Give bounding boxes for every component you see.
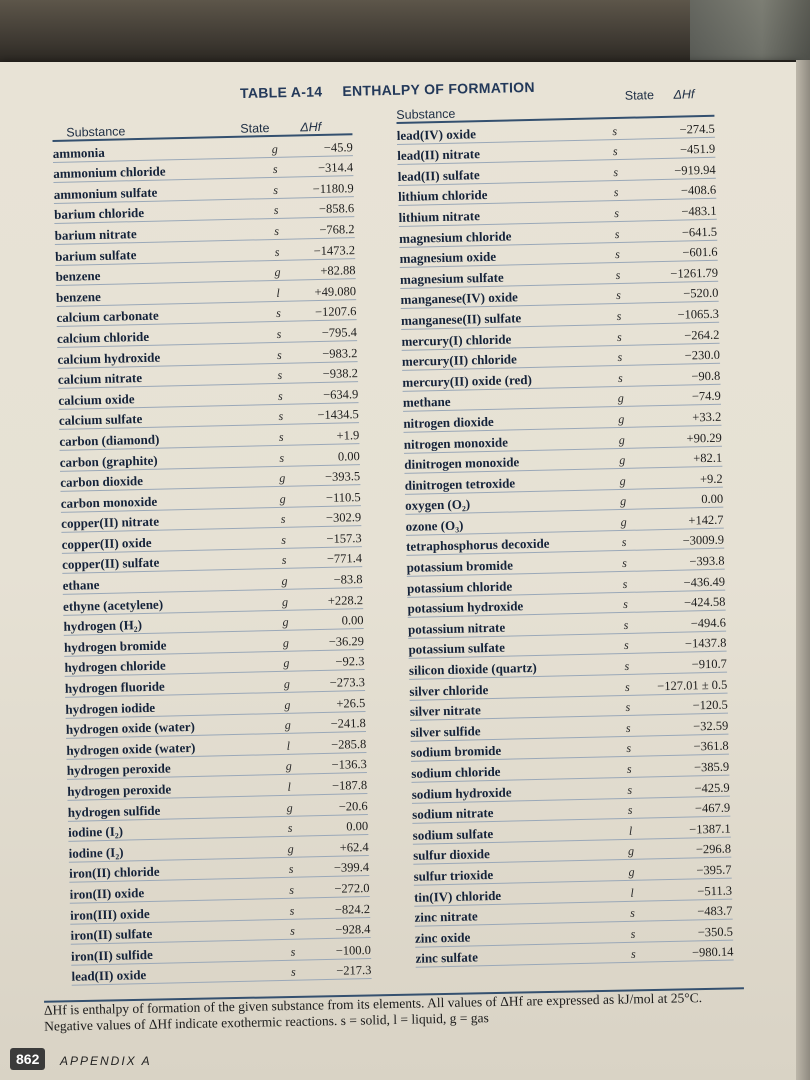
state-cell: s [623, 617, 629, 632]
enthalpy-cell: −92.3 [335, 654, 365, 670]
enthalpy-cell: −393.5 [324, 469, 361, 484]
enthalpy-cell: −217.3 [336, 963, 372, 979]
enthalpy-cell: −824.2 [334, 901, 371, 917]
enthalpy-cell: −393.8 [689, 553, 725, 569]
state-cell: s [625, 720, 631, 735]
state-cell: s [288, 862, 294, 877]
enthalpy-cell: −425.9 [694, 780, 730, 795]
substance-cell: ammonium sulfate [53, 184, 158, 202]
state-cell: g [283, 676, 291, 691]
appendix-label: APPENDIX A [60, 1054, 152, 1068]
enthalpy-cell: −1065.3 [677, 306, 720, 322]
state-cell: g [619, 452, 626, 468]
substance-cell: hydrogen bromide [63, 637, 167, 655]
substance-cell: sodium hydroxide [411, 784, 512, 802]
substance-cell: ammonium chloride [53, 163, 166, 182]
state-cell: s [280, 512, 286, 527]
state-cell: g [271, 141, 278, 156]
substance-cell: tetraphosphorus decoxide [405, 536, 550, 555]
enthalpy-cell: +228.2 [327, 592, 364, 608]
state-cell: s [615, 247, 621, 262]
enthalpy-cell: −910.7 [691, 656, 728, 672]
state-cell: s [615, 288, 621, 303]
enthalpy-cell: +90.29 [686, 430, 722, 445]
substance-cell: silicon dioxide (quartz) [408, 659, 537, 678]
state-cell: g [283, 656, 290, 671]
state-cell: l [276, 285, 280, 300]
substance-cell: dinitrogen tetroxide [404, 475, 516, 493]
enthalpy-cell: −110.5 [325, 489, 361, 505]
state-cell: s [278, 429, 284, 444]
substance-cell: hydrogen oxide (water) [66, 739, 196, 758]
enthalpy-cell: +1.9 [336, 428, 360, 443]
state-cell: l [286, 738, 291, 753]
enthalpy-cell: −83.8 [333, 572, 363, 587]
substance-cell: dinitrogen monoxide [404, 454, 520, 472]
background-desk [0, 0, 810, 70]
state-cell: s [614, 226, 620, 241]
substance-cell: potassium bromide [406, 557, 514, 575]
substance-cell: potassium hydroxide [407, 598, 524, 617]
header-state: State [624, 88, 655, 103]
state-cell: s [627, 782, 633, 797]
enthalpy-cell: −980.14 [691, 944, 734, 960]
enthalpy-cell: −20.6 [338, 798, 368, 814]
enthalpy-cell: −74.9 [691, 389, 721, 404]
left-table-body [53, 135, 372, 986]
substance-cell: sodium bromide [410, 743, 502, 761]
enthalpy-cell: −399.4 [333, 860, 370, 876]
state-cell: g [619, 473, 626, 488]
state-cell: s [278, 409, 284, 424]
header-enthalpy: ΔHf [673, 87, 695, 102]
state-cell: s [290, 965, 296, 980]
substance-cell: potassium nitrate [407, 619, 506, 637]
substance-cell: calcium chloride [56, 328, 150, 346]
enthalpy-cell: −230.0 [684, 347, 721, 363]
substance-cell: lithium nitrate [398, 208, 481, 225]
enthalpy-cell: −601.6 [682, 244, 718, 260]
right-column [396, 87, 734, 968]
state-cell: s [622, 597, 628, 612]
state-cell: g [284, 717, 291, 733]
substance-cell: iron(II) sulfide [70, 946, 153, 964]
enthalpy-cell: −1387.1 [689, 821, 731, 837]
state-cell: s [272, 162, 278, 177]
substance-cell: benzene [55, 288, 102, 305]
state-cell: s [621, 535, 627, 550]
state-cell: s [277, 388, 283, 403]
enthalpy-cell: −641.5 [681, 224, 718, 240]
substance-cell: copper(II) sulfate [61, 555, 160, 573]
substance-cell: silver nitrate [409, 702, 481, 720]
substance-cell: iron(II) chloride [68, 864, 160, 882]
state-cell: s [626, 741, 632, 756]
substance-cell: hydrogen oxide (water) [65, 719, 196, 738]
enthalpy-cell: −520.0 [683, 286, 719, 301]
substance-cell: magnesium sulfate [399, 269, 504, 287]
enthalpy-cell: −274.5 [679, 121, 715, 137]
substance-cell: carbon (diamond) [59, 431, 160, 449]
substance-cell: sodium nitrate [412, 805, 494, 823]
enthalpy-cell: −100.0 [335, 942, 372, 958]
state-cell: g [285, 759, 292, 774]
substance-cell: mercury(I) chloride [401, 330, 512, 349]
substance-cell: potassium sulfate [408, 640, 506, 658]
substance-cell: silver chloride [409, 681, 489, 699]
substance-cell: sulfur dioxide [412, 846, 491, 864]
substance-cell: iron(III) oxide [69, 905, 150, 923]
substance-cell: calcium carbonate [56, 307, 159, 326]
substance-cell: tin(IV) chloride [413, 887, 502, 905]
state-cell: s [616, 329, 622, 344]
header-substance: Substance [66, 124, 126, 140]
state-cell: s [287, 820, 293, 836]
state-cell: s [613, 164, 619, 179]
substance-cell: manganese(IV) oxide [400, 289, 519, 308]
state-cell: s [626, 761, 632, 776]
substance-cell: zinc nitrate [414, 908, 478, 925]
enthalpy-cell: +26.5 [336, 695, 366, 711]
background-object [690, 0, 810, 60]
state-cell: g [287, 841, 294, 856]
state-cell: s [276, 347, 282, 362]
enthalpy-cell: −361.8 [693, 739, 729, 754]
state-cell: s [627, 803, 633, 818]
enthalpy-cell: −285.8 [330, 736, 367, 752]
enthalpy-cell: −1207.6 [314, 304, 357, 320]
state-cell: s [612, 144, 618, 159]
substance-cell: nitrogen dioxide [403, 413, 494, 431]
state-cell: s [281, 532, 287, 547]
state-cell: g [274, 265, 281, 280]
state-cell: g [279, 470, 286, 486]
substance-cell: carbon monoxide [60, 493, 158, 511]
state-cell: s [274, 244, 280, 259]
substance-cell: potassium chloride [406, 578, 513, 596]
substance-cell: barium nitrate [54, 226, 137, 243]
state-cell: s [277, 367, 283, 383]
enthalpy-cell: −768.2 [319, 222, 355, 237]
enthalpy-cell: −938.2 [322, 366, 359, 382]
enthalpy-cell: −424.58 [683, 594, 726, 610]
enthalpy-cell: +142.7 [688, 512, 724, 528]
enthalpy-cell: −314.4 [317, 160, 354, 176]
left-column [52, 111, 372, 986]
enthalpy-cell: −241.8 [330, 716, 366, 732]
footnote: ΔHf is enthalpy of formation of the given substance from its elements. All values of ΔHf are expressed as kJ/mol at 25°C. Negative values of ΔHf indicate exothermic reactions. s = solid, l = liquid, g = gas [43, 990, 703, 1034]
enthalpy-cell: +9.2 [699, 471, 723, 486]
substance-cell: hydrogen fluoride [64, 678, 165, 696]
enthalpy-cell: −90.8 [691, 368, 721, 384]
enthalpy-cell: −385.9 [693, 759, 730, 775]
substance-cell: copper(II) nitrate [61, 513, 160, 532]
enthalpy-cell: 0.00 [346, 819, 369, 834]
substance-cell: hydrogen sulfide [67, 802, 161, 820]
enthalpy-cell: −264.2 [684, 327, 720, 343]
enthalpy-cell: −296.8 [695, 841, 732, 857]
substance-cell: benzene [55, 268, 101, 285]
state-cell: s [622, 576, 628, 591]
enthalpy-cell: −45.9 [323, 139, 353, 155]
enthalpy-cell: −483.1 [681, 203, 717, 219]
state-cell: g [281, 573, 288, 588]
enthalpy-cell: −1261.79 [670, 265, 719, 281]
state-cell: s [615, 267, 621, 282]
enthalpy-cell: −483.7 [697, 903, 733, 919]
substance-cell: magnesium oxide [399, 248, 497, 267]
enthalpy-cell: −511.3 [697, 883, 733, 898]
state-cell: s [630, 926, 636, 941]
enthalpy-cell: 0.00 [341, 613, 364, 628]
enthalpy-cell: −1434.5 [317, 407, 359, 423]
enthalpy-cell: +82.1 [693, 450, 723, 466]
substance-cell: silver sulfide [410, 723, 481, 740]
substance-cell: magnesium chloride [398, 227, 512, 246]
substance-cell: zinc oxide [414, 929, 471, 946]
substance-cell: zinc sulfate [415, 949, 479, 967]
enthalpy-cell: −795.4 [321, 325, 358, 340]
substance-cell: carbon dioxide [60, 473, 144, 490]
substance-cell: ethyne (acetylene) [62, 596, 164, 614]
enthalpy-cell: −187.8 [331, 778, 368, 793]
substance-cell: iron(II) oxide [69, 885, 145, 902]
state-cell: s [613, 185, 619, 200]
state-cell: s [279, 450, 285, 465]
state-cell: s [273, 182, 279, 197]
state-cell: s [290, 944, 296, 959]
enthalpy-cell: −273.3 [329, 675, 366, 690]
enthalpy-cell: −136.3 [331, 757, 367, 773]
enthalpy-cell: −32.59 [692, 718, 729, 734]
enthalpy-cell: +33.2 [692, 409, 722, 425]
substance-cell: calcium hydroxide [57, 349, 161, 367]
header-state: State [240, 121, 270, 136]
enthalpy-cell: −272.0 [334, 880, 370, 896]
substance-cell: iodine (I₂) [68, 823, 124, 841]
state-cell: s [614, 205, 620, 221]
substance-cell: hydrogen chloride [64, 658, 166, 676]
table-title-text: ENTHALPY OF FORMATION [342, 78, 535, 99]
state-cell: s [622, 555, 628, 571]
enthalpy-cell: −983.2 [322, 345, 358, 361]
substance-cell: ammonia [52, 144, 105, 161]
substance-cell: barium sulfate [54, 246, 137, 264]
substance-cell: nitrogen monoxide [403, 434, 509, 452]
state-cell: s [625, 700, 631, 715]
enthalpy-cell: +82.88 [320, 263, 356, 279]
substance-cell: hydrogen iodide [65, 699, 156, 717]
enthalpy-cell: −36.29 [328, 633, 365, 649]
substance-cell: sodium sulfate [412, 825, 494, 843]
enthalpy-cell: −436.49 [683, 574, 726, 590]
enthalpy-cell: −634.9 [322, 386, 359, 402]
table-label: TABLE A-14 [239, 83, 323, 102]
page-edge [796, 60, 810, 1080]
state-cell: g [628, 864, 635, 879]
right-table-body [397, 117, 734, 968]
state-cell: s [624, 658, 630, 673]
enthalpy-cell: −451.9 [679, 141, 716, 157]
enthalpy-cell: −1180.9 [312, 180, 354, 196]
state-cell: g [286, 800, 293, 815]
state-cell: s [617, 370, 623, 385]
state-cell: s [624, 679, 630, 694]
substance-cell: oxygen (O₂) [405, 496, 471, 514]
state-cell: g [618, 432, 625, 447]
state-cell: s [616, 308, 622, 323]
substance-cell: calcium nitrate [57, 370, 143, 388]
enthalpy-cell: −494.6 [690, 615, 727, 631]
state-cell: g [282, 615, 289, 630]
substance-cell: copper(II) oxide [61, 534, 152, 552]
substance-cell: mercury(II) chloride [401, 351, 518, 370]
enthalpy-cell: −395.7 [696, 862, 732, 878]
substance-cell: manganese(II) sulfate [400, 310, 522, 328]
substance-cell: carbon (graphite) [59, 452, 158, 470]
substance-cell: ozone (O₃) [405, 517, 464, 534]
enthalpy-cell: −3009.9 [682, 533, 725, 549]
state-cell: s [275, 306, 281, 321]
substance-cell: lead(II) oxide [71, 967, 147, 985]
substance-cell: sulfur trioxide [413, 866, 494, 884]
enthalpy-cell: −120.5 [692, 697, 728, 713]
substance-cell: iodine (I₂) [68, 844, 124, 861]
state-cell: l [628, 823, 633, 838]
state-cell: l [630, 885, 634, 900]
state-cell: g [617, 391, 624, 406]
enthalpy-cell: +62.4 [339, 839, 369, 855]
substance-cell: iron(II) sulfate [70, 926, 153, 943]
state-cell: g [284, 697, 291, 712]
substance-cell: lead(II) nitrate [397, 146, 481, 164]
enthalpy-cell: −928.4 [335, 922, 371, 937]
state-cell: g [279, 491, 286, 506]
state-cell: s [289, 903, 295, 918]
page-number: 862 [10, 1048, 45, 1070]
state-cell: s [276, 326, 282, 341]
enthalpy-cell: −157.3 [326, 530, 362, 546]
enthalpy-cell: 0.00 [701, 491, 724, 507]
state-cell: s [281, 553, 287, 568]
state-cell: s [623, 638, 629, 653]
state-cell: g [627, 844, 635, 859]
state-cell: s [612, 123, 618, 138]
substance-cell: methane [402, 394, 451, 411]
state-cell: s [274, 223, 280, 238]
enthalpy-cell: −1437.8 [684, 636, 727, 652]
enthalpy-cell: 0.00 [337, 448, 360, 464]
state-cell: g [620, 514, 627, 529]
enthalpy-cell: +49.080 [314, 283, 357, 299]
enthalpy-cell: −919.94 [674, 162, 716, 178]
enthalpy-cell: −408.6 [680, 183, 717, 198]
state-cell: s [289, 882, 295, 897]
substance-cell: hydrogen peroxide [66, 760, 171, 779]
enthalpy-cell: −467.9 [694, 800, 731, 816]
substance-cell: hydrogen (H₂) [63, 617, 143, 635]
state-cell: l [287, 779, 292, 794]
state-cell: g [620, 494, 627, 509]
enthalpy-cell: −771.4 [326, 551, 363, 567]
state-cell: s [290, 923, 295, 938]
state-cell: g [282, 635, 290, 650]
state-cell: s [617, 350, 623, 365]
substance-cell: lithium chloride [398, 187, 488, 205]
substance-cell: ethane [62, 577, 100, 593]
substance-cell: sodium chloride [411, 763, 501, 781]
state-cell: s [630, 905, 635, 921]
header-enthalpy: ΔHf [300, 119, 322, 135]
enthalpy-cell: −1473.2 [313, 242, 356, 258]
enthalpy-cell: −350.5 [697, 924, 734, 940]
enthalpy-cell: −302.9 [325, 510, 362, 526]
state-cell: s [273, 203, 279, 218]
header-substance: Substance [396, 106, 456, 122]
state-cell: s [630, 947, 636, 962]
substance-cell: calcium oxide [58, 390, 135, 408]
enthalpy-cell: −858.6 [318, 201, 355, 217]
substance-cell: lead(II) sulfate [397, 166, 480, 184]
substance-cell: lead(IV) oxide [396, 125, 477, 143]
substance-cell: barium chloride [54, 205, 145, 223]
state-cell: g [618, 411, 625, 426]
substance-cell: hydrogen peroxide [67, 781, 172, 799]
substance-cell: calcium sulfate [58, 411, 143, 429]
state-cell: g [281, 594, 289, 609]
enthalpy-cell: −127.01 ± 0.5 [657, 677, 728, 693]
substance-cell: mercury(II) oxide (red) [402, 371, 533, 390]
